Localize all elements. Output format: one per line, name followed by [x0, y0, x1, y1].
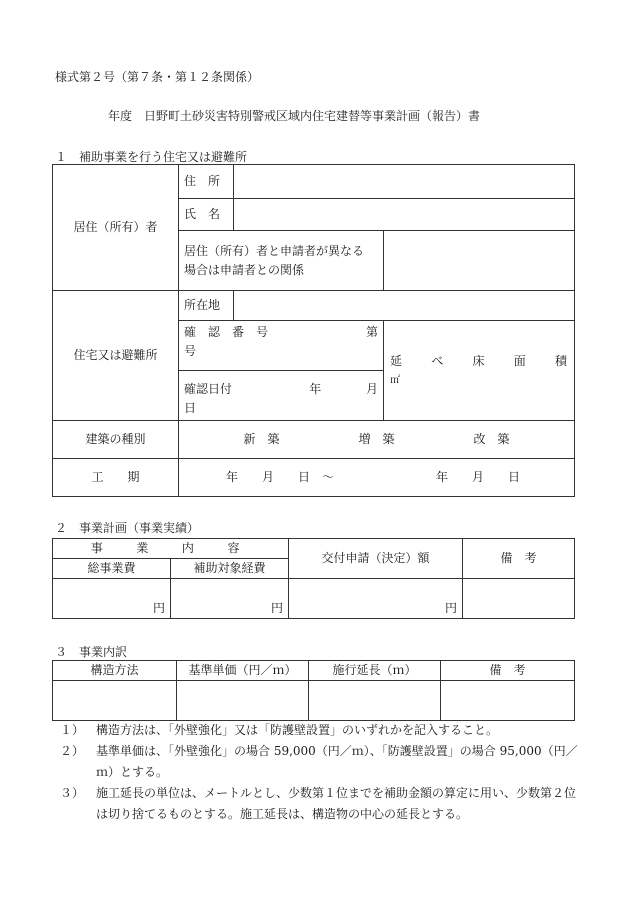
- period-label: 工 期: [53, 459, 179, 497]
- relation-label: [179, 231, 384, 291]
- grant-amount-yen: 円: [445, 601, 458, 615]
- confirm-date-cell[interactable]: [179, 371, 384, 421]
- subsidy-cost-field[interactable]: [171, 579, 289, 619]
- grant-amount-field[interactable]: [289, 579, 463, 619]
- floor-area-unit: ㎡: [390, 374, 400, 386]
- period-start: 年 月 日 ～: [226, 470, 335, 484]
- note-text: 施工延長の単位は、メートルとし、少数第１位までを補助金額の算定に用い、少数第２位は切り捨てるものとする。施工延長は、構造物の中心の延長とする。: [96, 786, 577, 821]
- section1-heading: １ 補助事業を行う住宅又は避難所: [55, 150, 248, 164]
- total-cost-header: 総事業費: [53, 559, 171, 579]
- period-end: 年 月 日: [436, 470, 521, 484]
- length-header: 施行延長（ｍ）: [309, 661, 441, 681]
- remarks-header: 備 考: [463, 539, 575, 579]
- note-number: ２）: [60, 744, 85, 758]
- remarks3-header: 備 考: [441, 661, 575, 681]
- confirm-number-suffix-1: 第: [365, 325, 378, 339]
- note-text: 構造方法は、「外壁強化」又は「防護壁設置」のいずれかを記入すること。: [96, 723, 499, 737]
- total-cost-field[interactable]: [53, 579, 171, 619]
- method-header: 構造方法: [53, 661, 177, 681]
- total-cost-yen: 円: [152, 601, 165, 615]
- building-type-options[interactable]: [179, 421, 575, 459]
- section2-heading: ２ 事業計画（事業実績）: [55, 521, 200, 535]
- floor-area-char-2: べ: [431, 353, 444, 368]
- floor-area-char-5: 積: [554, 353, 567, 368]
- section2-table: [52, 538, 575, 619]
- building-type-label: 建築の種別: [53, 421, 179, 459]
- subsidy-cost-yen: 円: [271, 601, 284, 615]
- type-new-option[interactable]: 新 築: [243, 432, 280, 446]
- section3-table: [52, 660, 575, 721]
- length-field[interactable]: [309, 681, 441, 721]
- confirm-date-label: 確認日付: [184, 382, 233, 396]
- unit-price-header: 基準単価（円／ｍ）: [177, 661, 309, 681]
- name-field[interactable]: [234, 199, 575, 231]
- relation-label-line2: 場合は申請者との関係: [184, 262, 305, 277]
- floor-area-char-4: 面: [513, 353, 526, 368]
- note-item: [60, 720, 580, 741]
- location-label: 所在地: [179, 291, 234, 321]
- floor-area-cell[interactable]: [384, 321, 575, 421]
- form-number: 様式第２号（第７条・第１２条関係）: [55, 70, 260, 84]
- method-field[interactable]: [53, 681, 177, 721]
- note-item: [60, 783, 580, 825]
- confirm-number-label: 確 認 番 号: [184, 325, 269, 339]
- name-label: 氏 名: [179, 199, 234, 231]
- unit-price-field[interactable]: [177, 681, 309, 721]
- note-number: １）: [60, 723, 85, 737]
- section1-table: [52, 164, 575, 497]
- confirm-number-cell[interactable]: [179, 321, 384, 371]
- relation-field[interactable]: [384, 231, 575, 291]
- section3-heading: ３ 事業内訳: [55, 645, 128, 659]
- floor-area-char-1: 延: [390, 353, 403, 368]
- house-label: 住宅又は避難所: [53, 291, 179, 421]
- floor-area-char-3: 床: [472, 353, 485, 368]
- relation-label-line1: 居住（所有）者と申請者が異なる: [184, 243, 365, 258]
- address-label: 住 所: [179, 165, 234, 199]
- remarks-field[interactable]: [463, 579, 575, 619]
- address-field[interactable]: [234, 165, 575, 199]
- note-number: ３）: [60, 786, 85, 800]
- confirm-date-day: 日: [184, 401, 197, 415]
- note-item: [60, 741, 580, 783]
- remarks3-field[interactable]: [441, 681, 575, 721]
- confirm-number-suffix-2: 号: [184, 344, 197, 358]
- resident-label: 居住（所有）者: [53, 165, 179, 291]
- type-renovate-option[interactable]: 改 築: [473, 432, 510, 446]
- content-header: 事 業 内 容: [53, 539, 289, 559]
- note-text: 基準単価は、「外壁強化」の場合 59,000（円／ｍ）、「防護壁設置」の場合 95,000（円／ｍ）とする。: [96, 744, 578, 779]
- notes: [60, 720, 580, 825]
- location-field[interactable]: [234, 291, 575, 321]
- period-field[interactable]: [179, 459, 575, 497]
- confirm-date-year: 年: [309, 382, 322, 396]
- form-title: 年度 日野町土砂災害特別警戒区域内住宅建替等事業計画（報告）書: [108, 109, 481, 123]
- type-extend-option[interactable]: 増 築: [358, 432, 395, 446]
- grant-amount-header: 交付申請（決定）額: [289, 539, 463, 579]
- subsidy-cost-header: 補助対象経費: [171, 559, 289, 579]
- confirm-date-month: 月: [365, 382, 378, 396]
